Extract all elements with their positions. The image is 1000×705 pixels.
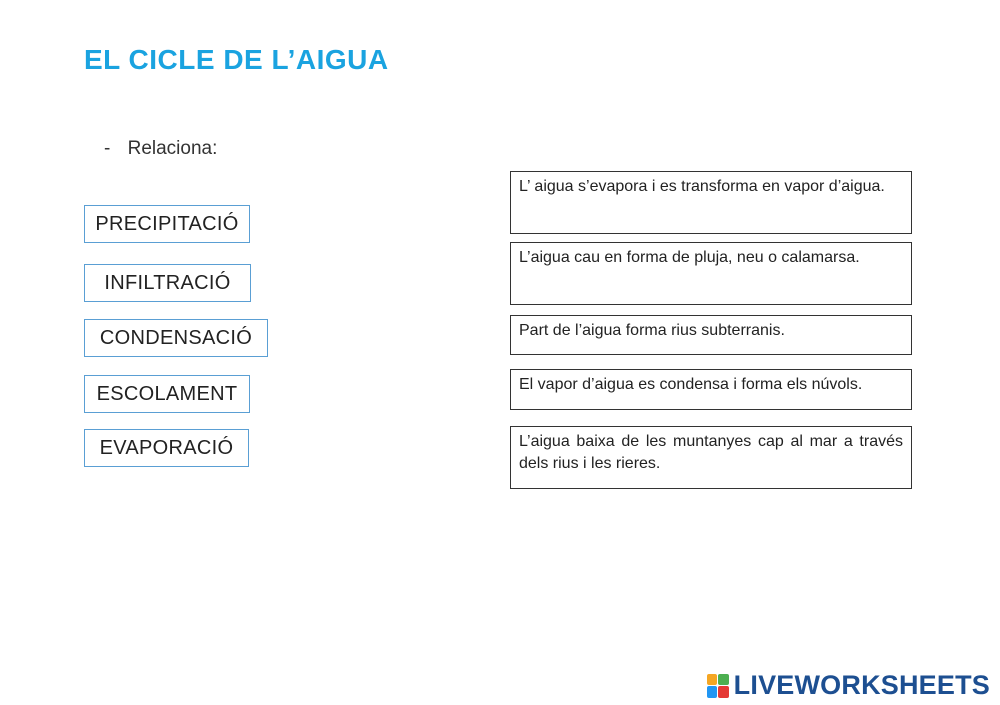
term-infiltracio[interactable]: INFILTRACIÓ [84,264,251,302]
brand-name: LIVEWORKSHEETS [733,670,990,700]
description-1[interactable] [510,171,912,234]
brand [707,670,990,701]
term-condensacio[interactable]: CONDENSACIÓ [84,319,268,357]
description-1-text: L’ aigua s’evapora i es transforma en vapor d’aigua. [519,178,885,195]
instruction-text: Relaciona: [127,138,218,159]
description-3-text: Part de l’aigua forma rius subterranis. [519,322,785,339]
term-escolament[interactable]: ESCOLAMENT [84,375,250,413]
term-precipitacio[interactable]: PRECIPITACIÓ [84,205,250,243]
description-5-text: L’aigua baixa de les muntanyes cap al mar a través dels rius i les rieres. [519,433,903,472]
page-title: EL CICLE DE L’AIGUA [84,44,389,75]
description-3[interactable] [510,315,912,355]
description-4-text: El vapor d’aigua es condensa i forma els núvols. [519,376,863,393]
instruction-bullet: - [104,138,111,159]
description-4[interactable] [510,369,912,410]
instruction [104,138,217,160]
description-2-text: L’aigua cau en forma de pluja, neu o calamarsa. [519,249,860,266]
term-evaporacio[interactable]: EVAPORACIÓ [84,429,249,467]
description-2[interactable] [510,242,912,305]
liveworksheets-logo-icon [707,674,729,698]
description-5[interactable] [510,426,912,489]
